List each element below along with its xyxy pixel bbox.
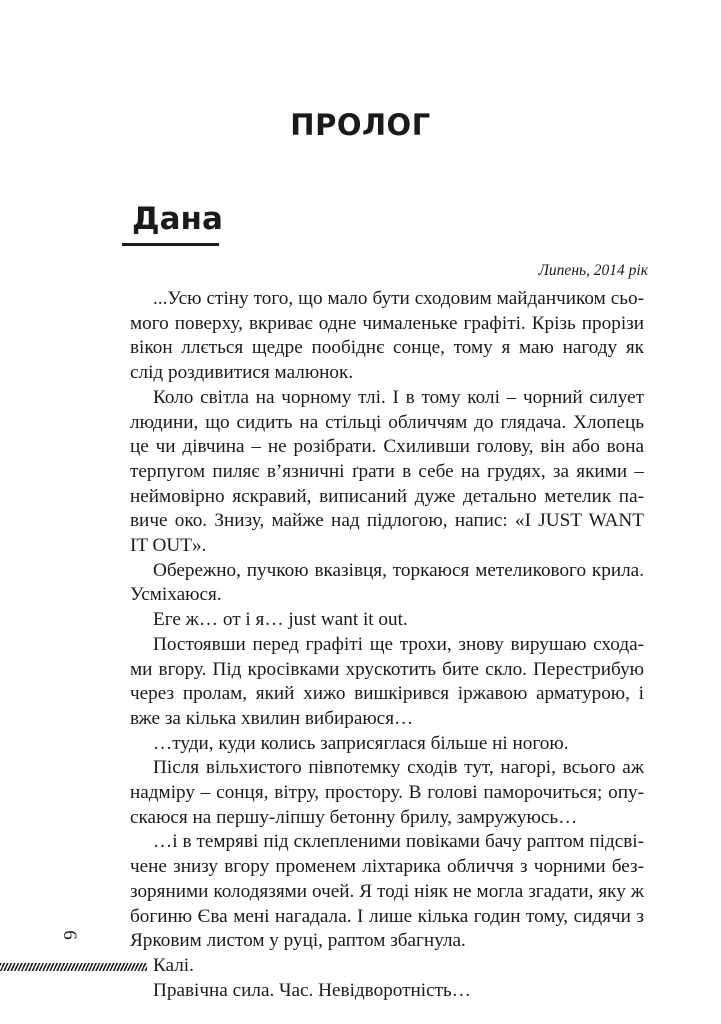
body-text xyxy=(130,287,644,1003)
paragraph: Обережно, пучкою вказівця, торкаюся метеликового крила. Усміхаюся. xyxy=(130,559,644,606)
chapter-title: ПРОЛОГ xyxy=(290,108,431,142)
section-heading-underline xyxy=(122,243,219,246)
section-heading-wrap xyxy=(126,200,233,238)
dateline: Липень, 2014 рік xyxy=(538,262,648,279)
paragraph: …і в темряві під склепленими повіками бачу раптом підсвічене знизу вгору променем ліхтарика обличчя з чорними беззоряними колодязями очей. Я тоді ніяк не могла згадати, яку ж богиню Єва мені нагадала. І лише кілька годин тому, сидячи з Ярковим листом у руці, раптом збагнула. xyxy=(130,831,644,952)
page-number: 6 xyxy=(58,930,80,940)
paragraph: Еге ж… от і я… just want it out. xyxy=(153,609,408,631)
paragraph: Правічна сила. Час. Невідворотність… xyxy=(153,979,471,1001)
footer-hatched-rule xyxy=(0,963,147,971)
paragraph: Калі. xyxy=(153,954,194,976)
paragraph: Коло світла на чорному тлі. І в тому колі – чорний силует людини, що сидить на стільці обличчям до глядача. Хлопець це чи дівчина – не розібрати. Схиливши голову, він або вона терпугом пиляє в’язничні ґрати в себе на грудях, за якими – неймовірно яскравий, виписаний дуже детально метелик павиче око. Знизу, майже над підлогою, напис: «I JUST WANT IT OUT». xyxy=(130,386,644,557)
section-heading: Дана xyxy=(132,201,223,237)
paragraph: ...Усю стіну того, що мало бути сходовим майданчиком сьомого поверху, вкриває одне чималеньке графіті. Крізь прорізи вікон ллється щедре пообіднє сонце, тому я маю нагоду як слід роздивитися малюнок. xyxy=(130,288,644,384)
paragraph: Після вільхистого півпотемку сходів тут, нагорі, всього аж надміру – сонця, вітру, простору. В голові паморочиться; опускаюся на першу-ліпшу бетонну брилу, замружуюсь… xyxy=(130,757,644,828)
paragraph: …туди, куди колись заприсяглася більше ні ногою. xyxy=(153,732,569,754)
paragraph: Постоявши перед графіті ще трохи, знову вирушаю сходами вгору. Під кросівками хрускотить бите скло. Перестрибую через пролам, який хижо вишкірився іржавою арматурою, і вже за кілька хвилин вибираюся… xyxy=(130,633,644,729)
